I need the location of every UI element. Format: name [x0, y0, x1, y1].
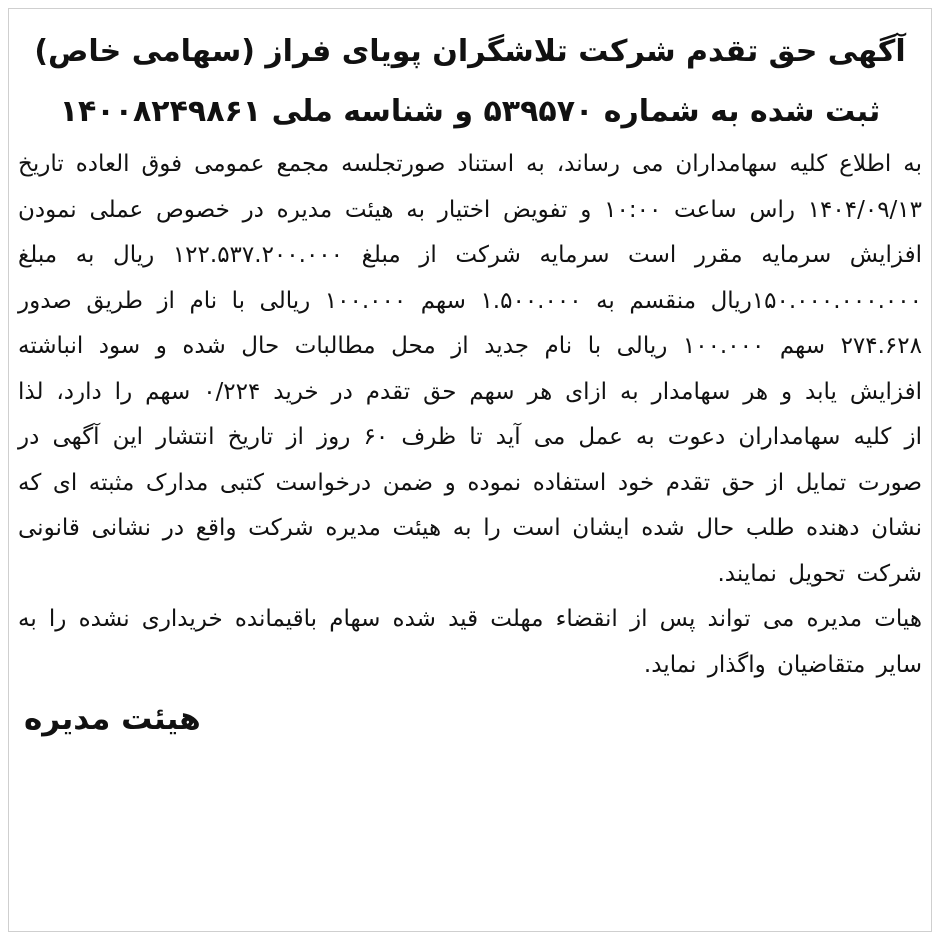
notice-body	[18, 142, 922, 688]
title-line-company: آگهی حق تقدم شرکت تلاشگران پویای فراز (سهامی خاص)	[34, 34, 906, 69]
notice-title	[18, 22, 922, 142]
notice	[18, 22, 922, 744]
notice-signature: هیئت مدیره	[24, 701, 201, 737]
title-line-registration: ثبت شده به شماره ۵۳۹۵۷۰ و شناسه ملی ۱۴۰۰۸۲۴۹۸۶۱	[59, 94, 881, 129]
notice-paragraph-main: به اطلاع کلیه سهامداران می رساند، به استناد صورتجلسه مجمع عمومی فوق العاده تاریخ ۱۴۰۴/۰۹/۱۳ راس ساعت ۱۰:۰۰ و تفویض اختیار به هیئت مدیره در خصوص عملی نمودن افزایش سرمایه مقرر است سرمایه شرکت از مبلغ ۱۲۲.۵۳۷.۲۰۰.۰۰۰ ریال به مبلغ ۱۵۰.۰۰۰.۰۰۰.۰۰۰ریال منقسم به ۱.۵۰۰.۰۰۰ سهم ۱۰۰.۰۰۰ ریالی با نام از طریق صدور ۲۷۴.۶۲۸ سهم ۱۰۰.۰۰۰ ریالی با نام جدید از محل مطالبات حال شده و سود انباشته افزایش یابد و هر سهامدار به ازای هر سهم حق تقدم در خرید ۰/۲۲۴ سهم را دارد، لذا از کلیه سهامداران دعوت به عمل می آید تا ظرف ۶۰ روز از تاریخ انتشار این آگهی در صورت تمایل از حق تقدم خود استفاده نموده و ضمن درخواست کتبی مدارک مثبته ای که نشان دهنده طلب حال شده ایشان است را به هیئت مدیره شرکت واقع در نشانی قانونی شرکت تحویل نمایند.	[18, 151, 923, 587]
notice-paragraph-remaining-shares: هیات مدیره می تواند پس از انقضاء مهلت قید شده سهام باقیمانده خریداری نشده را به سایر متقاضیان واگذار نماید.	[18, 606, 922, 678]
